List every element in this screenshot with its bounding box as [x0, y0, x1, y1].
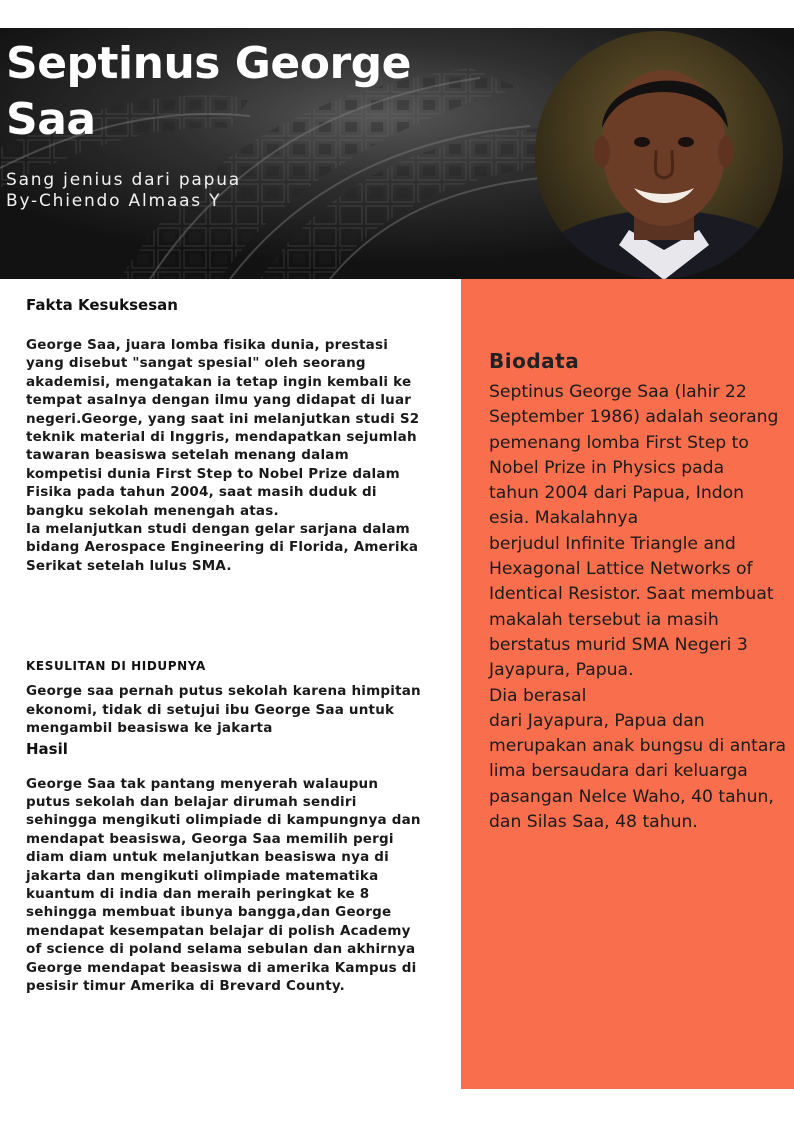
biodata-line: berjudul Infinite Triangle and Hexagonal Lattice Networks of Identical Resistor. Saat membuat makalah tersebut ia masih berstatus murid SMA Negeri 3 Jayapura, Papua. [489, 533, 774, 681]
fakta-heading: Fakta Kesuksesan [26, 296, 178, 314]
subtitle-line: Sang jenius dari papua [6, 170, 242, 190]
main-content [26, 296, 422, 995]
biodata-heading: Biodata [489, 349, 580, 373]
hasil-heading: Hasil [26, 739, 68, 758]
fakta-paragraph: Ia melanjutkan studi dengan gelar sarjana dalam bidang Aerospace Engineering di Florida, Amerika Serikat setelah lulus SMA. [26, 521, 419, 574]
biodata-panel [461, 279, 794, 1089]
kesulitan-text: George saa pernah putus sekolah karena himpitan ekonomi, tidak di setujui ibu George Saa untuk mengambil beasiswa ke jakarta [26, 683, 421, 737]
page-title: Septinus George Saa [6, 38, 412, 145]
fakta-section [26, 336, 422, 575]
author-byline: By-Chiendo Almaas Y [6, 191, 222, 211]
header-banner [0, 28, 794, 279]
biodata-line: tahun 2004 dari Papua, Indon esia. Makalahnya [489, 483, 745, 529]
hasil-text: George Saa tak pantang menyerah walaupun putus sekolah dan belajar dirumah sendiri sehingga mengikuti olimpiade di kampungnya dan mendapat beasiswa, Georga Saa memilih pergi diam diam untuk melanjutkan beasiswa nya di jakarta dan mengikuti olimpiade matematika kuantum di india dan meraih peringkat ke 8 sehingga membuat ibunya bangga,dan George mendapat kesempatan belajar di polish Academy of science di poland selama sebulan dan akhirnya George mendapat beasiswa di amerika Kampus di pesisir timur Amerika di Brevard County. [26, 775, 421, 994]
biodata-line: Dia berasal [489, 685, 587, 706]
kesulitan-heading: KESULITAN DI HIDUPNYA [26, 659, 206, 674]
portrait-photo [534, 30, 784, 279]
biodata-text [489, 380, 789, 835]
fakta-paragraph: George Saa, juara lomba fisika dunia, prestasi yang disebut "sangat spesial" oleh seorang akademisi, mengatakan ia tetap ingin kembali ke tempat asalnya dengan ilmu yang didapat di luar negeri.George, yang saat ini melanjutkan studi S2 teknik material di Inggris, mendapatkan sejumlah tawaran beasiswa setelah menang dalam kompetisi dunia First Step to Nobel Prize dalam Fisika pada tahun 2004, saat masih duduk di bangku sekolah menengah atas. [26, 337, 420, 519]
biodata-line: dari Jayapura, Papua dan merupakan anak bungsu di antara lima bersaudara dari keluarga pasangan Nelce Waho, 40 tahun, dan Silas Saa, 48 tahun. [489, 710, 786, 833]
biodata-line: Septinus George Saa (lahir 22 September 1986) adalah seorang pemenang lomba First Step to Nobel Prize in Physics pada [489, 382, 779, 478]
page-subtitle [6, 170, 426, 212]
